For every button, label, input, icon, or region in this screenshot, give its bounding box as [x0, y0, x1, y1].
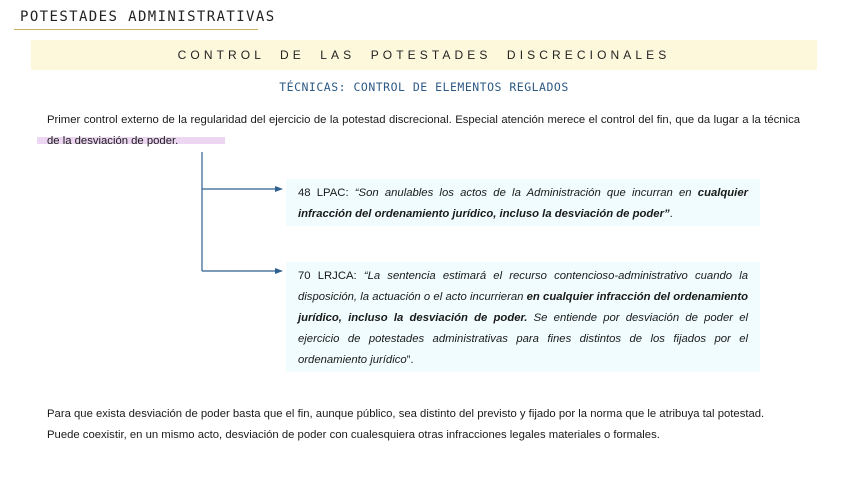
intro-paragraph: Primer control externo de la regularidad del ejercicio de la potestad discrecional. Especial atención merece el control del fin, que da lugar a la técnica de la desviación de poder. — [47, 114, 800, 147]
citation-ref: 70 LRJCA: — [298, 270, 364, 282]
citation-end: ”. — [406, 354, 414, 366]
document-title: POTESTADES ADMINISTRATIVAS — [20, 9, 276, 25]
closing-line-1: Para que exista desviación de poder basta que el fin, aunque público, sea distinto del previsto y fijado por la norma que le atribuya tal potestad. — [47, 408, 765, 420]
citation-box-lpac — [286, 179, 760, 226]
citation-quote: “La sentencia estimará el recurso contencioso-administrativo cuando la disposición, la actuación o el acto incurrieran — [298, 270, 748, 303]
arrowhead-1 — [275, 186, 283, 192]
citation-box-lrjca — [286, 262, 760, 372]
section-subtitle: TÉCNICAS: CONTROL DE ELEMENTOS REGLADOS — [279, 80, 569, 94]
banner-heading: CONTROL DE LAS POTESTADES DISCRECIONALES — [177, 48, 671, 62]
closing-line-2: Puede coexistir, en un mismo acto, desviación de poder con cualesquiera otras infracciones legales materiales o formales. — [47, 429, 660, 441]
arrowhead-2 — [275, 268, 283, 274]
citation-quote-bold: en cualquier infracción del ordenamiento jurídico, incluso la desviación de poder. — [298, 291, 748, 324]
citation-quote: “Son anulables los actos de la Administración que incurran en — [354, 187, 698, 199]
citation-quote-rest: Se entiende por desviación de poder el ejercicio de potestades administrativas para fines distintos de los fijados por el ordenamiento jurídico — [298, 312, 748, 366]
citation-end: . — [669, 208, 673, 220]
section-banner — [31, 40, 817, 70]
title-underline — [14, 29, 258, 30]
closing-paragraph — [47, 404, 800, 446]
citation-quote-bold: cualquier infracción del ordenamiento jurídico, incluso la desviación de poder” — [298, 187, 749, 220]
citation-ref: 48 LPAC: — [298, 187, 355, 199]
